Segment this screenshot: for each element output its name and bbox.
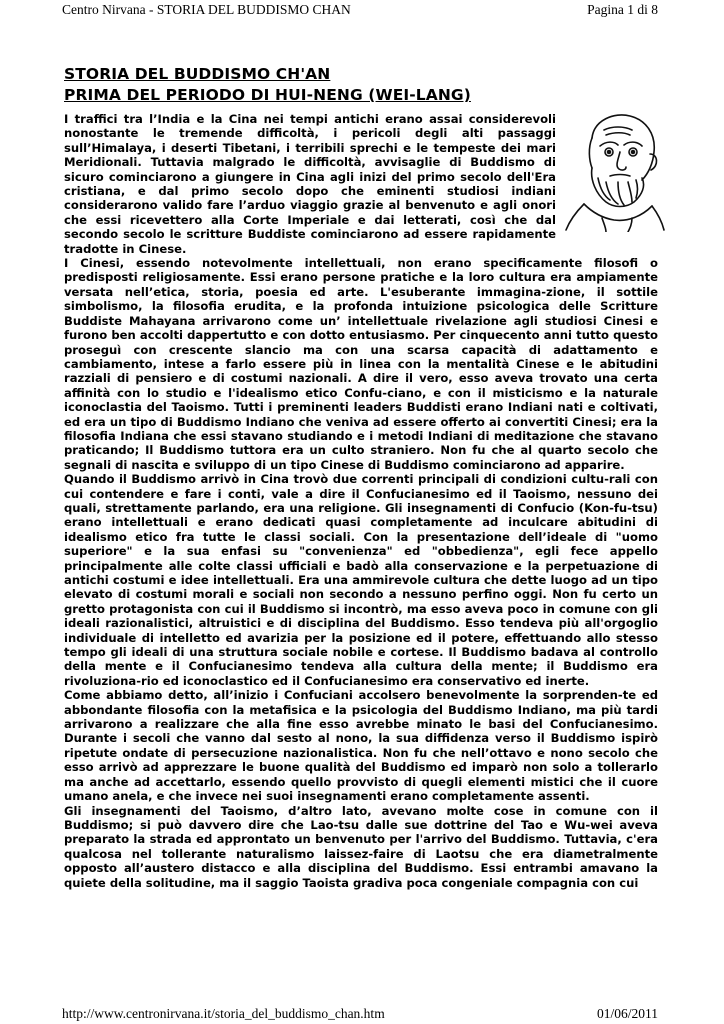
bodhidharma-portrait-illustration xyxy=(562,108,666,232)
paragraph-4: Come abbiamo detto, all’inizio i Confuciani accolsero benevolmente la sorprenden-te ed abbondante filosofia con la metafisica e la psicologia del Buddismo Indiano, ma più tardi arrivarono a realizzare che alla fine esso avrebbe minato le basi del Confucianesimo. Durante i secoli che vanno dal sesto al nono, la sua diffidenza verso il Buddismo ispirò ripetute ondate di persecuzione nazionalistica. Non fu che nell’ottavo e nono secolo che esso arrivò ad apprezzare le buone qualità del Buddismo ed imparò non solo a tollerarlo ma anche ad accettarlo, essendo quello provvisto di quegli elementi mistici che il cuore umano anela, e che invece nei suoi insegnamenti erano completamente assenti. xyxy=(64,688,658,804)
paragraph-5: Gli insegnamenti del Taoismo, d’altro lato, avevano molte cose in comune con il Buddismo; si può davvero dire che Lao-tsu dalle sue dottrine del Tao e Wu-wei aveva preparato la strada ed approntato un benvenuto per l'arrivo del Buddismo. Tuttavia, c'era qualcosa nel tollerante naturalismo laissez-faire di Laotsu che era diametralmente opposto all’austero distacco e alla disciplina del Buddismo. Essi entrambi amavano la quiete della solitudine, ma il saggio Taoista gradiva poca congeniale compagnia con cui xyxy=(64,803,658,890)
site-title: Centro Nirvana - STORIA DEL BUDDISMO CHAN xyxy=(62,2,351,17)
article-body xyxy=(64,112,658,890)
paragraph-3: Quando il Buddismo arrivò in Cina trovò due correnti principali di condizioni cultu-rali con cui contendere e fare i conti, vale a dire il Confucianesimo ed il Taoismo, nessuno dei quali, strettamente parlando, era una religione. Gli insegnamenti di Confucio (Kon-fu-tsu) erano intellettuali e erano dedicati quasi completamente ad inculcare abitudini di idealismo etico fra tutte le classi sociali. Con la presentazione dell’ideale di "uomo superiore" e la sua enfasi su "convenienza" ed "obbedienza", egli fece appello principalmente alle colte classi ufficiali e badò alla conservazione e la perpetuazione di antichi costumi e idee intellettuali. Era una ammirevole cultura che dette luogo ad un tipo elevato di costumi morali e sociali non secondo a nessuno perfino oggi. Non fu certo un gretto protagonista con cui il Buddismo si incontrò, ma esso aveva poco in comune con gli ideali razionalistici, altruistici e di disciplina del Buddismo. Esso tendeva più all'orgoglio individuale di intelletto ed avarizia per la posizione ed il potere, effettuando allo stesso tempo gli ideali di una struttura sociale nobile e cortese. Il Buddismo badava al controllo della mente e il Confucianesimo tendeva alla cultura della mente; il Buddismo era rivoluziona-rio ed iconoclastico ed il Confucianesimo era conservativo ed inerte. xyxy=(64,472,658,688)
title-line-1: STORIA DEL BUDDISMO CH'AN xyxy=(64,65,331,83)
title-line-2: PRIMA DEL PERIODO DI HUI-NENG (WEI-LANG) xyxy=(64,86,471,104)
paragraph-1: I traffici tra l’India e la Cina nei tempi antichi erano assai considerevoli nonostante le tremende difficoltà, i pericoli degli alti passaggi sull’Himalaya, i deserti Tibetani, i terribili sprechi e le tempeste dei mari Meridionali. Tuttavia malgrado le difficoltà, avvisaglie di Buddismo di sicuro cominciarono a giungere in Cina agli inizi del primo secolo dell'Era cristiana, e dal primo secolo dopo che eminenti studiosi indiani considerarono valido fare l’arduo viaggio grazie al benvenuto e agli onori che essi ricevettero alla Corte Imperiale e dai letterati, così che dal secondo secolo le scritture Buddiste cominciarono ad essere rapidamente tradotte in Cinese. xyxy=(64,112,556,256)
paragraph-2: I Cinesi, essendo notevolmente intellettuali, non erano specificamente filosofi o predisposti religiosamente. Essi erano persone pratiche e la loro cultura era ampiamente versata nell’etica, storia, poesia ed arte. L'esuberante immagina-zione, il sottile simbolismo, la filosofia erudita, e la profonda intuizione psicologica delle Scritture Buddiste Mahayana arrivarono come un’ intellettuale rivelazione agli studiosi Cinesi e furono ben accolti dappertutto e con dotto entusiasmo. Per cinquecento anni tutto questo proseguì con crescente slancio ma con una scarsa capacità di adattamento e cambiamento, intese a farlo essere più in linea con la mentalità Cinese e le abitudini razziali di pensiero e di costumi nazionali. A dire il vero, esso aveva trovato una certa affinità con lo studio e l'idealismo etico Confu-ciano, e con il misticismo e la naturale iconoclastia del Taoismo. Tutti i preminenti leaders Buddisti erano Indiani nati e coltivati, ed era un tipo di Buddismo Indiano che veniva ad essere offerto ai convertiti Cinesi; era la filosofia Indiana che essi stavano studiando e i metodi Indiani di meditazione che stavano praticando; Il Buddismo tuttora era un culto straniero. Non fu che al quarto secolo che segnali di nascita e sviluppo di un tipo Cinese di Buddismo cominciarono ad apparire. xyxy=(64,256,658,472)
print-date: 01/06/2011 xyxy=(596,1006,658,1021)
article-title xyxy=(64,64,658,106)
article xyxy=(64,64,658,890)
source-url: http://www.centronirvana.it/storia_del_buddismo_chan.htm xyxy=(62,1006,385,1021)
page-indicator: Pagina 1 di 8 xyxy=(587,2,658,17)
print-footer xyxy=(62,1006,658,1024)
print-header xyxy=(62,2,658,20)
